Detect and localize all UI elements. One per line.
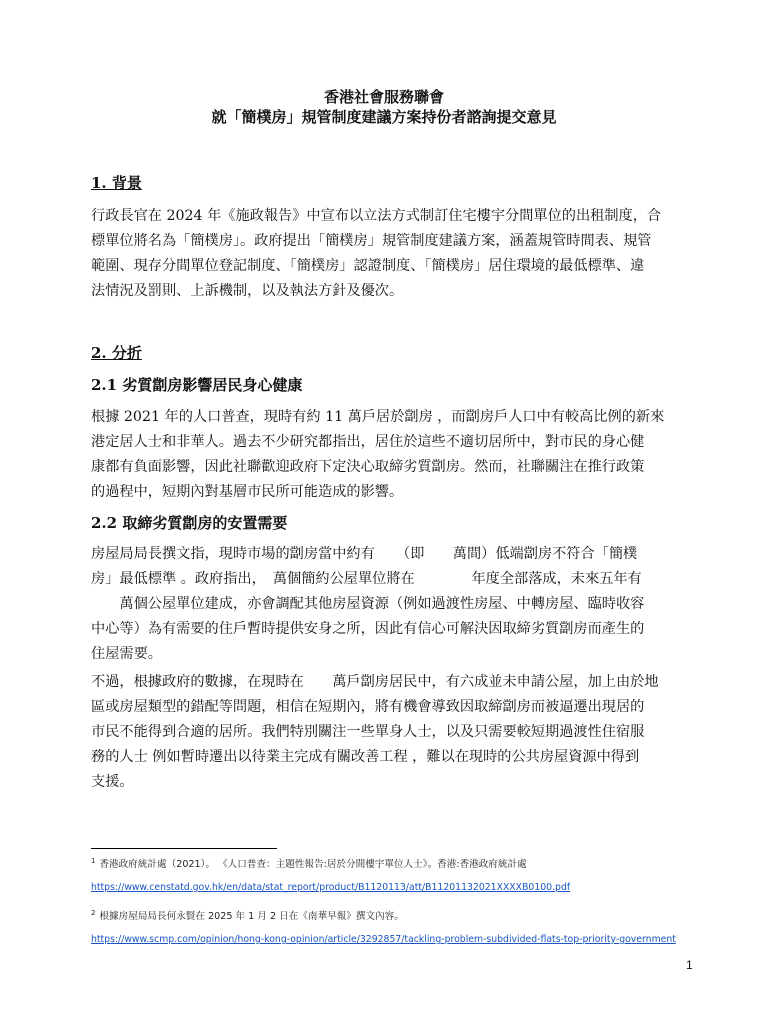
paragraph-line: 根據 2021 年的人口普查，現時有約 11 萬戶居於劏房 ，而劏房戶人口中有較高比例的新來 xyxy=(91,409,665,425)
paragraph-line: 不過，根據政府的數據，在現時在 萬戶劏房居民中，有六成並未申請公屋，加上由於地 xyxy=(91,674,659,690)
paragraph-line: 標單位將名為「簡樸房」。政府提出「簡樸房」規管制度建議方案，涵蓋規管時間表、規管 xyxy=(91,233,652,249)
paragraph-line: 康都有負面影響，因此社聯歡迎政府下定決心取締劣質劏房。然而，社聯關注在推行政策 xyxy=(91,459,645,475)
section-heading-analysis: 2. 分折 xyxy=(91,344,142,362)
paragraph-line: 區或房屋類型的錯配等問題，相信在短期內，將有機會導致因取締劏房而被逼遷出現居的 xyxy=(91,699,645,715)
footnote-divider xyxy=(91,848,277,849)
paragraph-line: 法情況及罰則、上訴機制，以及執法方針及優次。 xyxy=(91,283,404,299)
paragraph-line: 萬個公屋單位建成，亦會調配其他房屋資源（例如過渡性房屋、中轉房屋、臨時收容 xyxy=(91,596,645,612)
footnote-text: 香港政府統計處（2021）。 《人口普查：主題性報告:居於分間樓宇單位人士》。香港:香港政府統計處 xyxy=(99,859,527,870)
paragraph-line: 的過程中，短期內對基層市民所可能造成的影響。 xyxy=(91,484,404,500)
footnote-1 xyxy=(91,856,527,870)
footnote-mark: 2 xyxy=(91,908,96,917)
footnote-2 xyxy=(91,908,404,922)
rehousing-paragraph-2 xyxy=(91,670,701,795)
background-paragraph xyxy=(91,204,701,304)
rehousing-paragraph-1 xyxy=(91,542,701,667)
footnote-1-link[interactable]: https://www.censtatd.gov.hk/en/data/stat_report/product/B1120113/att/B11201132021XXXXB0100.pdf xyxy=(91,882,571,893)
paragraph-line: 行政長官在 2024 年《施政報告》中宣布以立法方式制訂住宅樓宇分間單位的出租制度，合 xyxy=(91,208,662,224)
section-heading-background: 1. 背景 xyxy=(91,174,142,192)
document-org-title: 香港社會服務聯會 xyxy=(323,88,444,106)
health-paragraph xyxy=(91,405,701,505)
subsection-heading-2-1: 2.1 劣質劏房影響居民身心健康 xyxy=(91,376,303,394)
paragraph-line: 中心等）為有需要的住戶暫時提供安身之所，因此有信心可解決因取締劣質劏房而產生的 xyxy=(91,621,645,637)
paragraph-line: 港定居人士和非華人。過去不少研究都指出，居住於這些不適切居所中，對市民的身心健 xyxy=(91,434,645,450)
paragraph-line: 範圍、現存分間單位登記制度、「簡樸房」認證制度、「簡樸房」居住環境的最低標準、違 xyxy=(91,258,645,274)
paragraph-line: 支援。 xyxy=(91,774,134,790)
paragraph-line: 務的人士 例如暫時遷出以待業主完成有關改善工程 ，難以在現時的公共房屋資源中得到 xyxy=(91,749,640,765)
page-number: 1 xyxy=(686,958,693,972)
paragraph-line: 市民不能得到合適的居所。我們特別關注一些單身人士，以及只需要較短期過渡性住宿服 xyxy=(91,724,645,740)
paragraph-line: 房屋局局長撰文指，現時市場的劏房當中約有 （即 萬間）低端劏房不符合「簡樸 xyxy=(91,546,638,562)
subsection-heading-2-2: 2.2 取締劣質劏房的安置需要 xyxy=(91,514,288,532)
document-subject-title: 就「簡樸房」規管制度建議方案持份者諮詢提交意見 xyxy=(211,108,557,126)
paragraph-line: 房」最低標準 。政府指出， 萬個簡約公屋單位將在 年度全部落成，未來五年有 xyxy=(91,571,642,587)
paragraph-line: 住屋需要。 xyxy=(91,646,162,662)
footnote-text: 根據房屋局局長何永賢在 2025 年 1 月 2 日在《南華早報》撰文內容。 xyxy=(99,911,404,922)
footnote-mark: 1 xyxy=(91,856,96,865)
footnote-2-link[interactable]: https://www.scmp.com/opinion/hong-kong-opinion/article/3292857/tackling-problem-subdivided-flats-top-priority-government xyxy=(91,934,676,945)
